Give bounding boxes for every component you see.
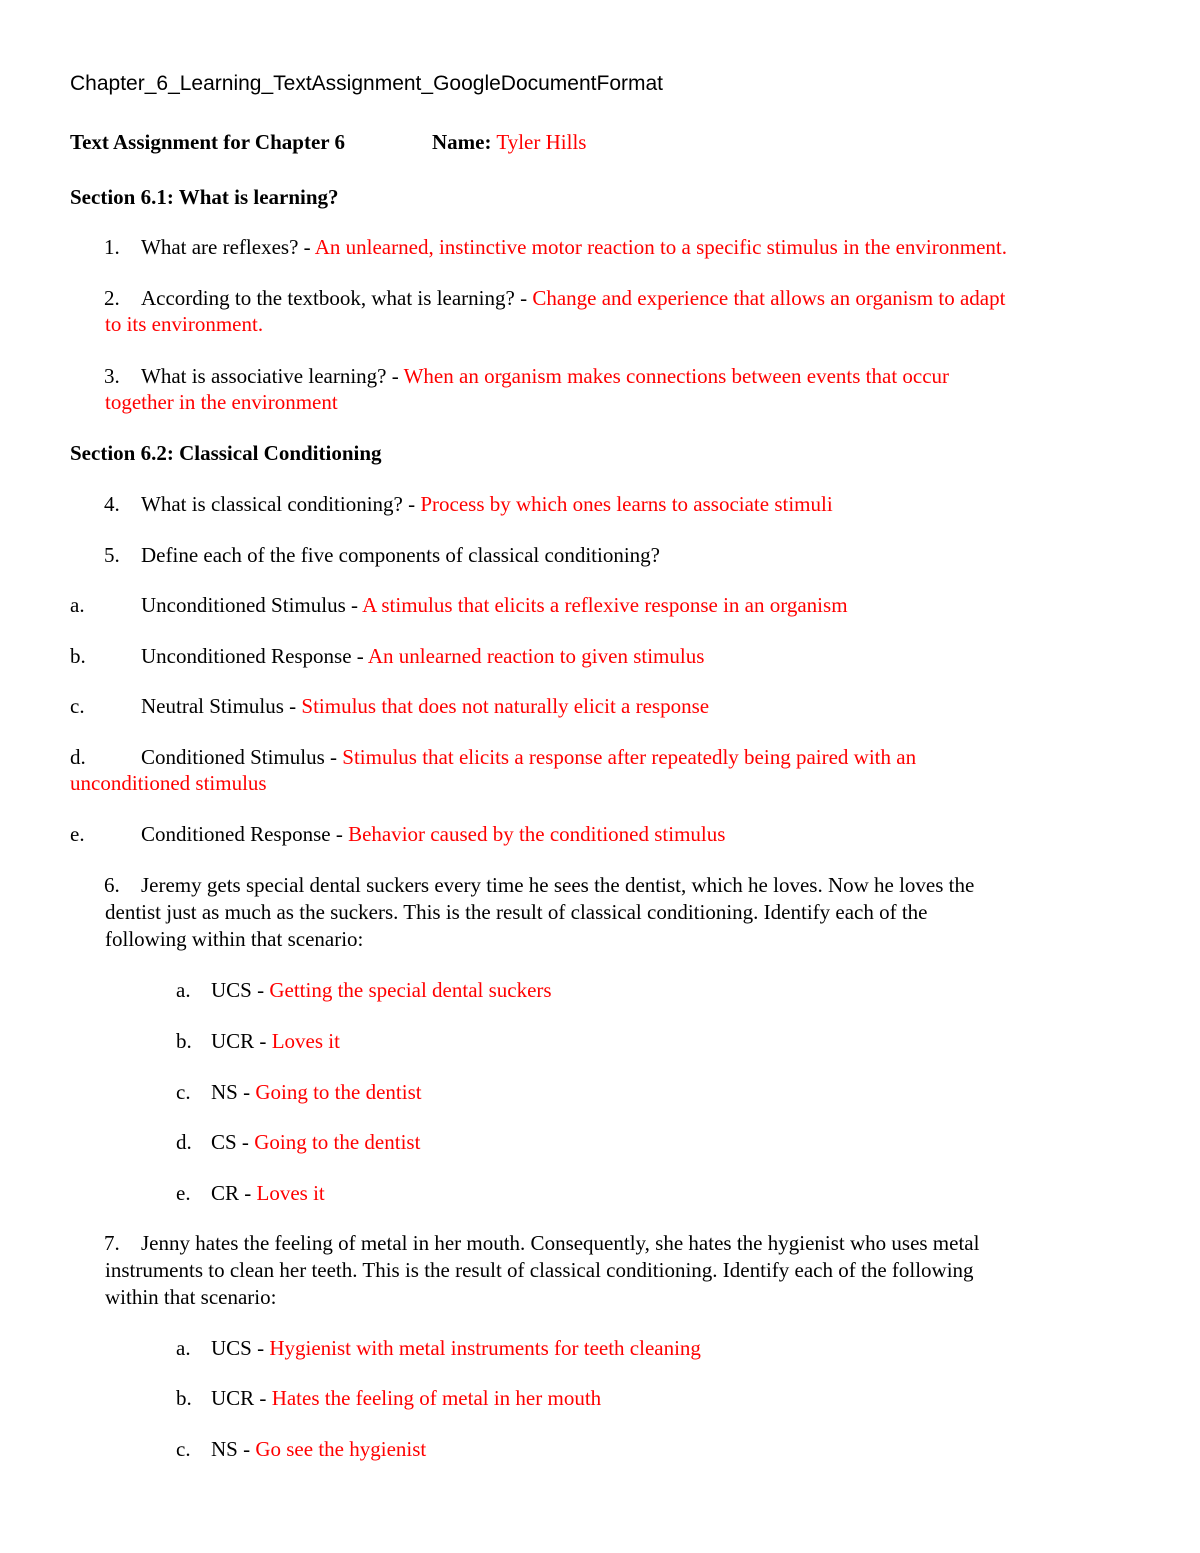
question-number: 3. [104,364,120,388]
item-label: b. [70,644,86,668]
item-label: d. [70,745,86,769]
question-number: 4. [104,492,120,516]
question-7-line: instruments to clean her teeth. This is the result of classical conditioning. Identify each of the following [105,1258,974,1282]
answer-text: Going to the dentist [254,1130,421,1154]
question-number: 7. [104,1231,120,1255]
item-label: c. [70,694,85,718]
answer-text: Stimulus that elicits a response after repeatedly being paired with an [342,745,917,769]
list-item [211,1385,601,1411]
list-item [211,1079,422,1105]
name-label: Name: [432,130,492,154]
question-number: 6. [104,873,120,897]
item-label: b. [176,1386,192,1410]
answer-text: Loves it [256,1181,325,1205]
list-item [141,744,916,770]
question-7-line: Jenny hates the feeling of metal in her mouth. Consequently, she hates the hygienist who uses metal [141,1231,980,1255]
question-6-line: dentist just as much as the suckers. This is the result of classical conditioning. Identify each of the [105,900,928,924]
section-heading: Section 6.2: Classical Conditioning [70,441,382,465]
question-text: According to the textbook, what is learning? - [141,286,528,310]
question-6-line: following within that scenario: [105,927,364,951]
list-item [211,1436,426,1462]
term-text: UCS - [211,1336,265,1360]
answer-text-continued: together in the environment [105,390,338,414]
question-2 [141,285,1005,311]
item-label: a. [70,593,85,617]
term-text: NS - [211,1437,251,1461]
term-text: UCS - [211,978,265,1002]
question-3 [141,363,949,389]
term-text: Unconditioned Response - [141,644,364,668]
answer-text: Hygienist with metal instruments for teeth cleaning [269,1336,701,1360]
question-4 [141,491,833,517]
term-text: UCR - [211,1386,267,1410]
item-label: c. [176,1437,191,1461]
list-item [141,821,725,847]
question-text: What are reflexes? - [141,235,311,259]
item-label: a. [176,1336,191,1360]
answer-text-continued: unconditioned stimulus [70,771,267,795]
item-label: a. [176,978,191,1002]
item-label: c. [176,1080,191,1104]
answer-text: An unlearned, instinctive motor reaction to a specific stimulus in the environment. [314,235,1007,259]
question-7-line: within that scenario: [105,1285,277,1309]
answer-text: Hates the feeling of metal in her mouth [271,1386,602,1410]
list-item [211,1180,325,1206]
question-text: What is associative learning? - [141,364,399,388]
answer-text: Behavior caused by the conditioned stimulus [348,822,726,846]
answer-text: An unlearned reaction to given stimulus [367,644,705,668]
list-item [141,643,704,669]
question-text: What is classical conditioning? - [141,492,416,516]
answer-text: Getting the special dental suckers [269,978,552,1002]
answer-text: Process by which ones learns to associate stimuli [420,492,833,516]
question-1 [141,234,1007,260]
question-6-line: Jeremy gets special dental suckers every time he sees the dentist, which he loves. Now he loves the [141,873,975,897]
answer-text: Loves it [271,1029,340,1053]
item-label: d. [176,1130,192,1154]
list-item [141,693,709,719]
list-item [211,1028,340,1054]
term-text: Conditioned Stimulus - [141,745,338,769]
answer-text: When an organism makes connections between events that occur [403,364,950,388]
assignment-title: Text Assignment for Chapter 6 [70,130,345,154]
question-number: 1. [104,235,120,259]
answer-text: Stimulus that does not naturally elicit a response [301,694,710,718]
question-number: 2. [104,286,120,310]
answer-text-continued: to its environment. [105,312,264,336]
question-number: 5. [104,543,120,567]
term-text: CR - [211,1181,252,1205]
answer-text: A stimulus that elicits a reflexive response in an organism [362,593,848,617]
item-label: b. [176,1029,192,1053]
answer-text: Going to the dentist [255,1080,422,1104]
term-text: UCR - [211,1029,267,1053]
term-text: Neutral Stimulus - [141,694,297,718]
name-value: Tyler Hills [496,130,587,154]
document-header: Chapter_6_Learning_TextAssignment_GoogleDocumentFormat [70,72,664,95]
question-5-text: Define each of the five components of classical conditioning? [141,543,660,567]
term-text: Unconditioned Stimulus - [141,593,358,617]
list-item [211,1335,701,1361]
section-heading: Section 6.1: What is learning? [70,185,339,209]
list-item [211,1129,420,1155]
term-text: CS - [211,1130,249,1154]
list-item [211,977,552,1003]
answer-text: Go see the hygienist [255,1437,427,1461]
item-label: e. [70,822,85,846]
answer-text: Change and experience that allows an organism to adapt [532,286,1006,310]
name-line [432,129,586,155]
term-text: NS - [211,1080,251,1104]
list-item [141,592,848,618]
term-text: Conditioned Response - [141,822,343,846]
item-label: e. [176,1181,191,1205]
